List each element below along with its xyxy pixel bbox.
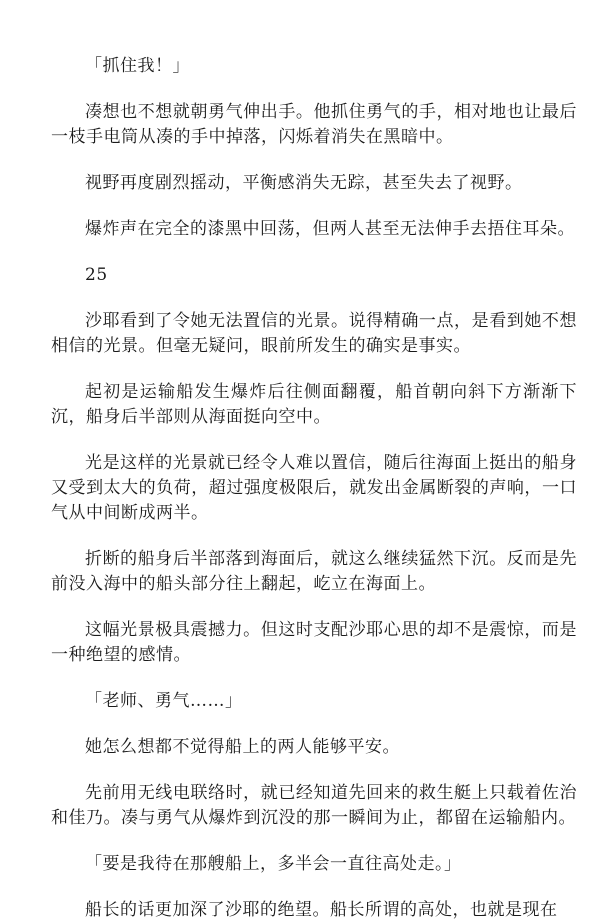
paragraph-doubt: 她怎么想都不觉得船上的两人能够平安。 (85, 737, 400, 757)
paragraph-dialogue-captain: 「要是我待在那艘船上，多半会一直往高处走。」 (85, 854, 462, 874)
paragraph-despair: 这幅光景极具震撼力。但这时支配沙耶心思的却不是震惊，而是一种绝望的感情。 (51, 620, 577, 665)
paragraph-dialogue-teacher: 「老师、勇气……」 (85, 691, 243, 711)
paragraph-ship-break: 光是这样的光景就已经令人难以置信，随后往海面上挺出的船身又受到太大的负荷，超过强度极限后，就发出金属断裂的声响，一口气从中间断成两半。 (51, 453, 577, 523)
paragraph-flashlight: 凑想也不想就朝勇气伸出手。他抓住勇气的手，相对地也让最后一枝手电筒从凑的手中掉落，闪烁着消失在黑暗中。 (51, 102, 577, 147)
paragraph-explosion: 爆炸声在完全的漆黑中回荡，但两人甚至无法伸手去捂住耳朵。 (85, 219, 575, 239)
paragraph-ship-capsize: 起初是运输船发生爆炸后往侧面翻覆，船首朝向斜下方渐渐下沉，船身后半部则从海面挺向空中。 (51, 382, 577, 427)
paragraph-ship-sink: 折断的船身后半部落到海面后，就这么继续猛然下沉。反而是先前没入海中的船头部分往上翻起，屹立在海面上。 (51, 549, 577, 594)
paragraph-dialogue-grab: 「抓住我！」 (85, 56, 190, 76)
paragraph-saya-sight: 沙耶看到了令她无法置信的光景。说得精确一点，是看到她不想相信的光景。但毫无疑问，眼前所发生的确实是事实。 (51, 311, 577, 356)
paragraph-radio: 先前用无线电联络时，就已经知道先回来的救生艇上只载着佐治和佳乃。凑与勇气从爆炸到沉没的那一瞬间为止，都留在运输船内。 (51, 783, 577, 828)
paragraph-captain-words: 船长的话更加深了沙耶的绝望。船长所谓的高处，也就是现在 (85, 900, 558, 920)
section-number: 25 (85, 265, 108, 285)
paragraph-vision: 视野再度剧烈摇动，平衡感消失无踪，甚至失去了视野。 (85, 173, 523, 193)
